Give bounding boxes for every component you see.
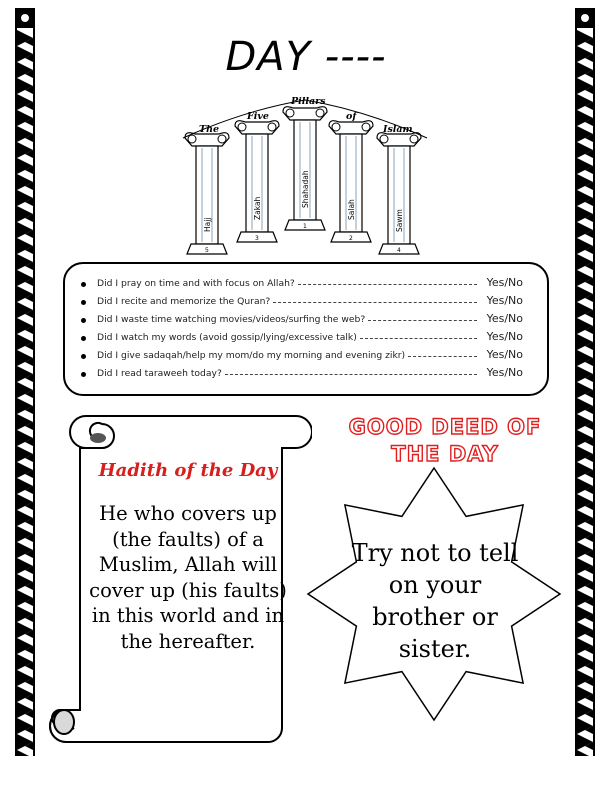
yes-no-answer: Yes/No (486, 276, 523, 289)
bullet-icon (81, 318, 86, 323)
banner-word: of (346, 111, 357, 122)
hadith-text: He who covers up (the faults) of a Muslim, Allah will cover up (his faults) in this world and in the hereafter. (89, 502, 287, 653)
right-decorative-border (574, 8, 596, 756)
yes-no-answer: Yes/No (486, 330, 523, 343)
pillar-number: 1 (303, 223, 307, 230)
yes-no-answer: Yes/No (486, 348, 523, 361)
pillar-name: Salah (347, 199, 356, 220)
triangle-pattern-icon (574, 8, 596, 756)
banner-word: Islam (383, 124, 413, 135)
checklist-question: Did I waste time watching movies/videos/surfing the web? (97, 314, 366, 325)
checklist-question: Did I give sadaqah/help my mom/do my morning and evening zikr) (97, 350, 406, 361)
banner-word: Pillars (291, 96, 326, 107)
bullet-icon (81, 372, 86, 377)
bullet-icon (81, 282, 86, 287)
yes-no-answer: Yes/No (486, 312, 523, 325)
left-decorative-border (14, 8, 36, 756)
answer-line (368, 320, 477, 321)
pillar-name: Zakah (253, 196, 262, 220)
checklist-item (65, 314, 547, 332)
checklist-item (65, 278, 547, 296)
triangle-pattern-icon (14, 8, 36, 756)
yes-no-answer: Yes/No (486, 294, 523, 307)
pillar-name: Hajj (203, 217, 212, 232)
answer-line (360, 338, 477, 339)
checklist-question: Did I pray on time and with focus on Allah? (97, 278, 295, 289)
checklist-question: Did I read taraweeh today? (97, 368, 222, 379)
pillar-column (185, 133, 229, 254)
pillar-column (283, 107, 327, 230)
checklist-item (65, 368, 547, 386)
bullet-icon (81, 354, 86, 359)
answer-line (298, 284, 477, 285)
banner-word: Five (247, 111, 269, 122)
pillar-number: 3 (255, 235, 259, 242)
pillar-name: Sawm (395, 209, 404, 232)
pillar-column (377, 133, 421, 254)
checklist-item (65, 350, 547, 368)
checklist-question: Did I watch my words (avoid gossip/lying/excessive talk) (97, 332, 357, 343)
daily-checklist (63, 262, 549, 396)
pillar-number: 5 (205, 247, 209, 254)
bullet-icon (81, 300, 86, 305)
answer-line (225, 374, 477, 375)
banner-word: The (199, 124, 220, 135)
pillar-column (235, 121, 279, 242)
yes-no-answer: Yes/No (486, 366, 523, 379)
checklist-item (65, 332, 547, 350)
answer-line (273, 302, 477, 303)
good-deed-title: GOOD DEED OF THE DAY (348, 415, 542, 466)
hadith-title: Hadith of the Day (98, 460, 278, 481)
pillar-name: Shahadah (301, 170, 310, 208)
pillar-number: 2 (349, 235, 353, 242)
pillar-column (329, 121, 373, 242)
answer-line (408, 356, 477, 357)
page-title: DAY ---- (225, 34, 387, 80)
pillar-number: 4 (397, 247, 401, 254)
bullet-icon (81, 336, 86, 341)
checklist-item (65, 296, 547, 314)
good-deed-text: Try not to tell on your brother or sister. (351, 539, 519, 663)
five-pillars-illustration (175, 92, 435, 260)
checklist-question: Did I recite and memorize the Quran? (97, 296, 271, 307)
